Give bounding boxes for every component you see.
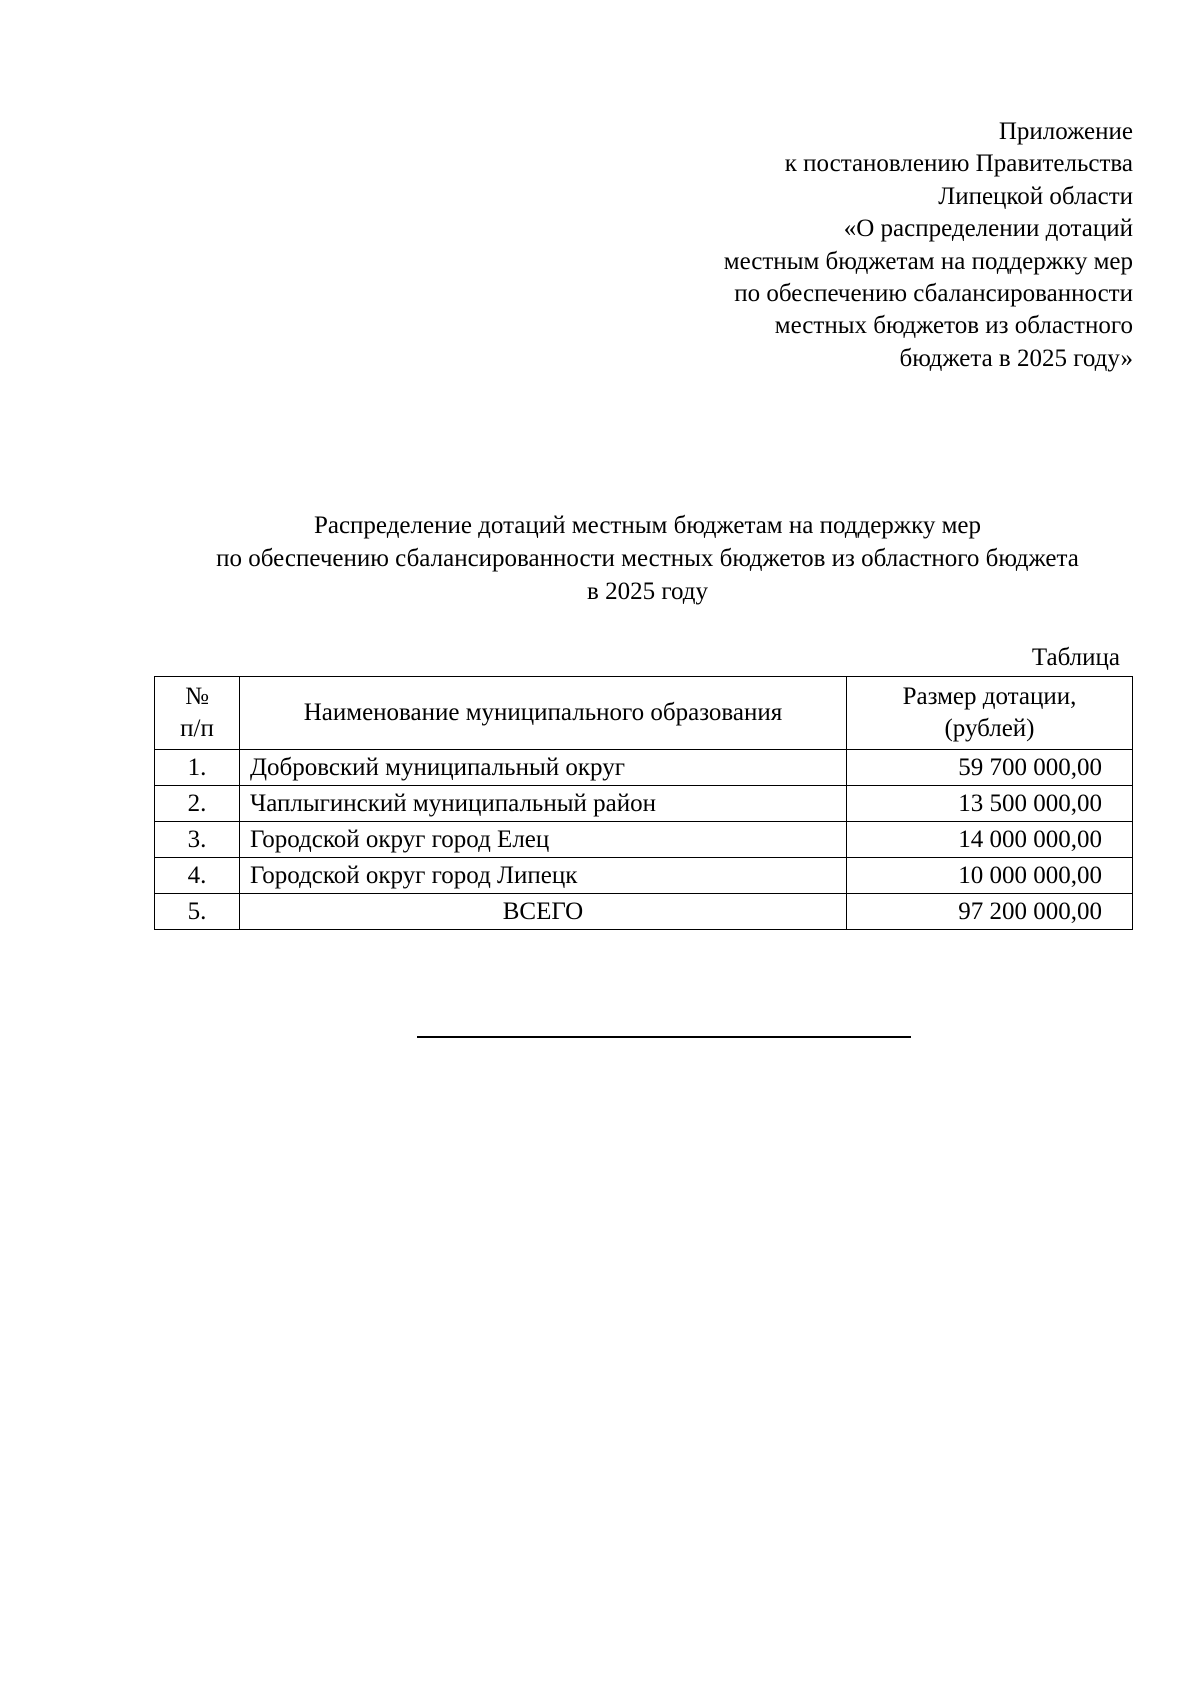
appendix-line: к постановлению Правительства [784, 150, 1133, 178]
appendix-line: Липецкой области [938, 182, 1133, 210]
row-total-amount: 97 200 000,00 [847, 894, 1133, 930]
table-row [155, 822, 1133, 858]
row-number: 1. [155, 750, 240, 786]
title-line: Распределение дотаций местным бюджетам на поддержку мер [313, 512, 982, 539]
row-amount: 59 700 000,00 [847, 750, 1133, 786]
row-number: 5. [155, 894, 240, 930]
appendix-line: Приложение [998, 118, 1133, 145]
end-divider [417, 1036, 911, 1038]
document-title [150, 509, 1145, 608]
subsidy-table [154, 676, 1133, 930]
table-row [155, 786, 1133, 822]
header-subsidy-amount [847, 677, 1133, 750]
row-number: 4. [155, 858, 240, 894]
header-municipality-name: Наименование муниципального образования [240, 677, 847, 750]
header-number [155, 677, 240, 750]
row-total-label: ВСЕГО [240, 894, 847, 930]
title-line: по обеспечению сбалансированности местных бюджетов из областного бюджета [216, 545, 1079, 572]
row-amount: 14 000 000,00 [847, 822, 1133, 858]
row-municipality: Добровский муниципальный округ [240, 750, 847, 786]
appendix-line: по обеспечению сбалансированности [734, 280, 1133, 308]
table-label: Таблица [1031, 644, 1120, 671]
row-municipality: Городской округ город Липецк [240, 858, 847, 894]
table-header-row [155, 677, 1133, 750]
appendix-line: бюджета в 2025 году» [899, 344, 1133, 372]
header-number-line2: п/п [180, 715, 214, 742]
title-line: в 2025 году [587, 578, 708, 605]
table-row [155, 750, 1133, 786]
appendix-line: местных бюджетов из областного [774, 312, 1133, 340]
appendix-line: местным бюджетам на поддержку мер [723, 247, 1133, 275]
appendix-line: «О распределении дотаций [843, 215, 1133, 243]
appendix-header [513, 116, 1133, 375]
header-number-line1: № [185, 683, 209, 710]
row-municipality: Чаплыгинский муниципальный район [240, 786, 847, 822]
table-total-row [155, 894, 1133, 930]
row-number: 2. [155, 786, 240, 822]
row-amount: 13 500 000,00 [847, 786, 1133, 822]
header-amount-line1: Размер дотации, [902, 683, 1077, 710]
row-municipality: Городской округ город Елец [240, 822, 847, 858]
row-amount: 10 000 000,00 [847, 858, 1133, 894]
table-row [155, 858, 1133, 894]
row-number: 3. [155, 822, 240, 858]
header-amount-line2: (рублей) [944, 715, 1035, 742]
